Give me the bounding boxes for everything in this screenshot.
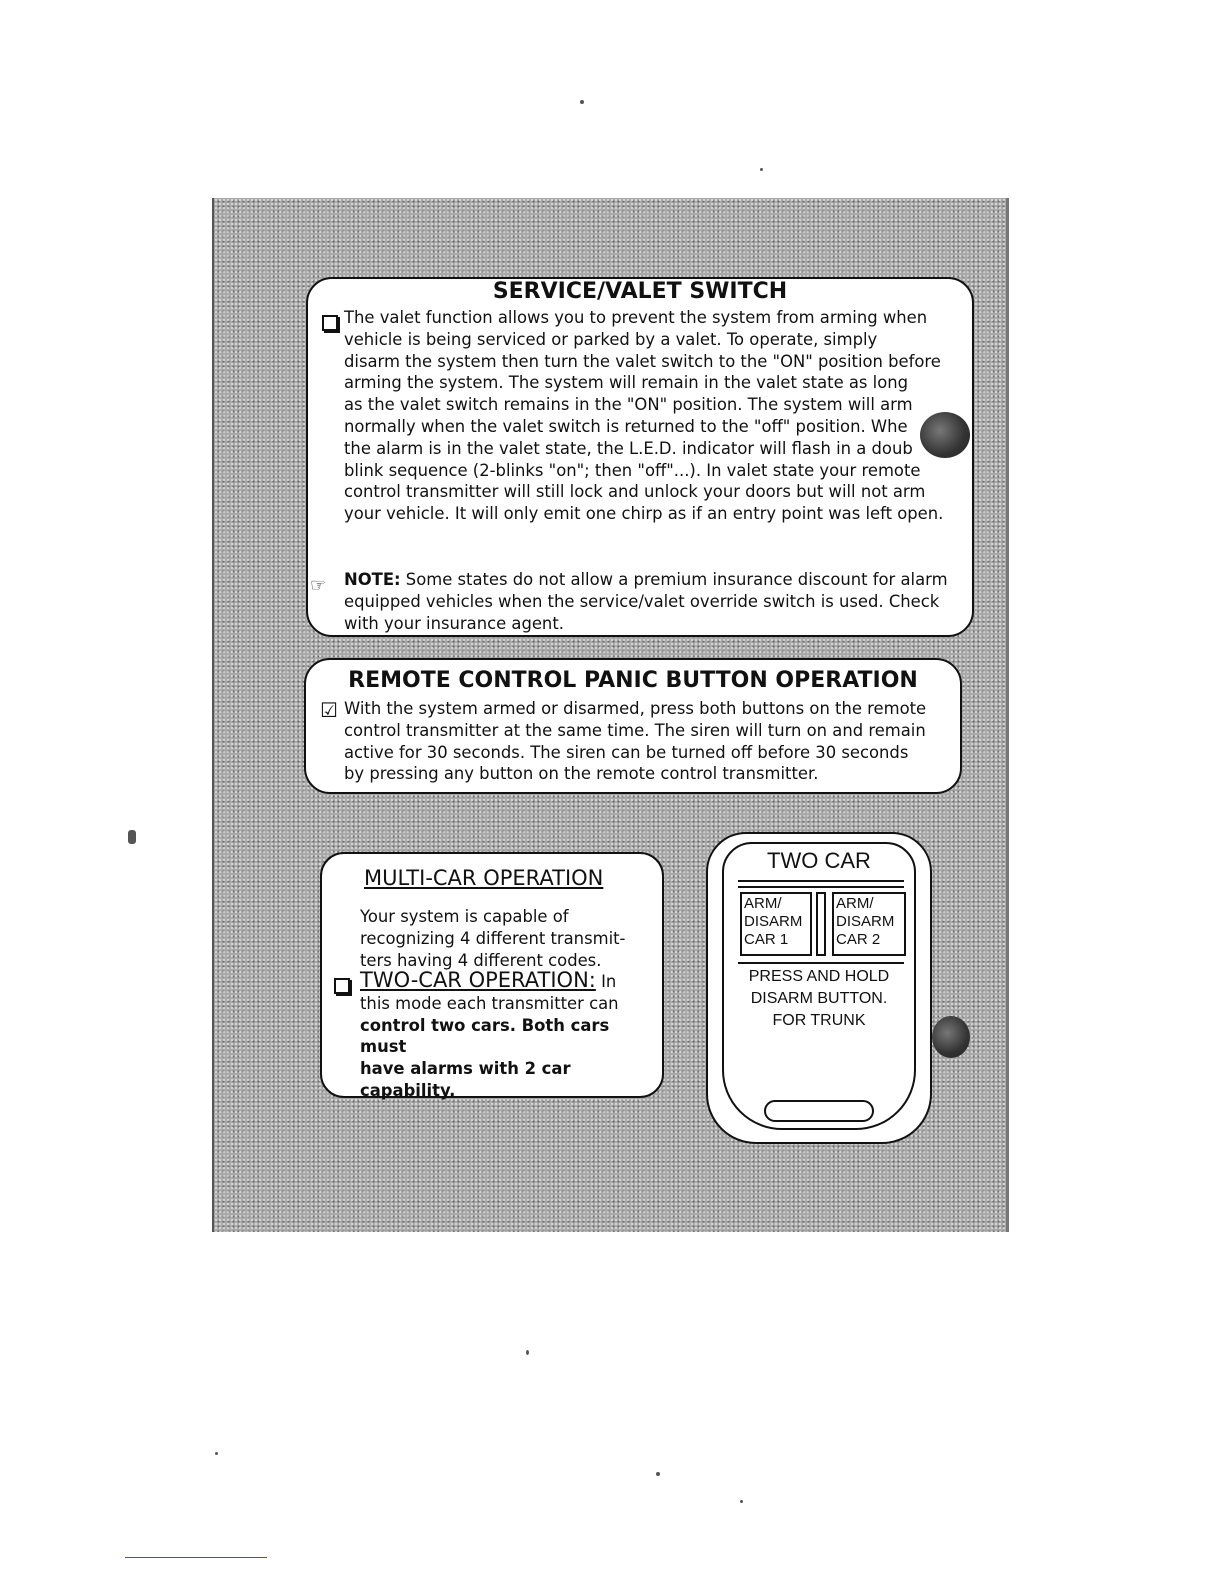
service-valet-title: SERVICE/VALET SWITCH xyxy=(492,279,788,304)
body-line: Your system is capable of xyxy=(360,907,569,926)
button-separator xyxy=(816,892,826,956)
note-label: NOTE: xyxy=(344,570,401,589)
remote-divider xyxy=(738,880,904,888)
multi-car-body xyxy=(360,906,650,971)
panic-section xyxy=(304,658,962,794)
page-edge-line xyxy=(125,1557,267,1558)
two-car-heading: TWO-CAR OPERATION: xyxy=(360,968,596,992)
instruction-line: FOR TRUNK xyxy=(772,1012,866,1029)
body-line: recognizing 4 different transmit- xyxy=(360,928,626,948)
panic-title: REMOTE CONTROL PANIC BUTTON OPERATION xyxy=(348,668,918,693)
two-car-in: In xyxy=(595,972,617,991)
body-line: by pressing any button on the remote control transmitter. xyxy=(344,764,819,784)
note-line: with your insurance agent. xyxy=(344,613,564,633)
checkbox-icon xyxy=(334,978,350,994)
note-line: equipped vehicles when the service/valet override switch is used. Check xyxy=(344,591,940,611)
remote-title: TWO CAR xyxy=(767,848,871,873)
body-line: this mode each transmitter can xyxy=(360,993,619,1013)
body-line: have alarms with 2 car capability. xyxy=(360,1059,571,1100)
note-line: Some states do not allow a premium insurance discount for alarm xyxy=(400,570,948,589)
body-line: the alarm is in the valet state, the L.E.D. indicator will flash in a doub xyxy=(344,438,913,458)
checkbox-icon xyxy=(322,315,338,331)
body-line: as the valet switch remains in the "ON" position. The system will arm xyxy=(344,395,913,415)
pointing-hand-icon: ☞ xyxy=(310,575,327,596)
body-line: disarm the system then turn the valet switch to the "ON" position before xyxy=(344,351,941,371)
instruction-line: PRESS AND HOLD xyxy=(748,968,890,985)
stain-mark xyxy=(920,412,970,458)
multi-car-title: MULTI-CAR OPERATION xyxy=(364,866,604,890)
body-line: control transmitter will still lock and unlock your doors but will not arm xyxy=(344,482,926,502)
two-car-block xyxy=(360,970,650,1102)
button-label: ARM/ xyxy=(836,895,874,912)
button-label: DISARM xyxy=(744,913,803,930)
remote-instruction xyxy=(708,966,930,1032)
body-line: your vehicle. It will only emit one chirp as if an entry point was left open. xyxy=(344,504,944,524)
body-line: normally when the valet switch is returned to the "off" position. Whe xyxy=(344,416,908,436)
body-line: With the system armed or disarmed, press both buttons on the remote xyxy=(344,699,927,718)
body-line: The valet function allows you to prevent the system from arming when xyxy=(344,308,928,327)
note-block xyxy=(344,569,964,634)
remote-transmitter-diagram xyxy=(706,832,932,1144)
checked-box-icon: ☑ xyxy=(320,698,338,722)
button-label: CAR 2 xyxy=(836,931,881,948)
key-ring-slot xyxy=(764,1100,874,1122)
service-valet-body xyxy=(344,307,956,525)
multi-car-section xyxy=(320,852,664,1098)
body-line: arming the system. The system will remain in the valet state as long xyxy=(344,373,909,393)
panic-body xyxy=(344,698,944,785)
button-label: DISARM xyxy=(836,913,895,930)
body-line: control two cars. Both cars must xyxy=(360,1015,610,1057)
body-line: active for 30 seconds. The siren can be turned off before 30 seconds xyxy=(344,742,909,762)
body-line: vehicle is being serviced or parked by a valet. To operate, simply xyxy=(344,329,878,349)
button-label: CAR 1 xyxy=(744,931,789,948)
button-label: ARM/ xyxy=(744,895,782,912)
body-line: ters having 4 different codes. xyxy=(360,950,602,970)
body-line: blink sequence (2-blinks "on"; then "off"...). In valet state your remote xyxy=(344,460,921,480)
arm-disarm-car1-button[interactable] xyxy=(740,892,812,956)
arm-disarm-car2-button[interactable] xyxy=(832,892,906,956)
body-line: control transmitter at the same time. The siren will turn on and remain xyxy=(344,720,926,740)
stain-mark xyxy=(932,1016,970,1058)
instruction-line: DISARM BUTTON. xyxy=(750,990,888,1007)
service-valet-section xyxy=(306,277,974,637)
